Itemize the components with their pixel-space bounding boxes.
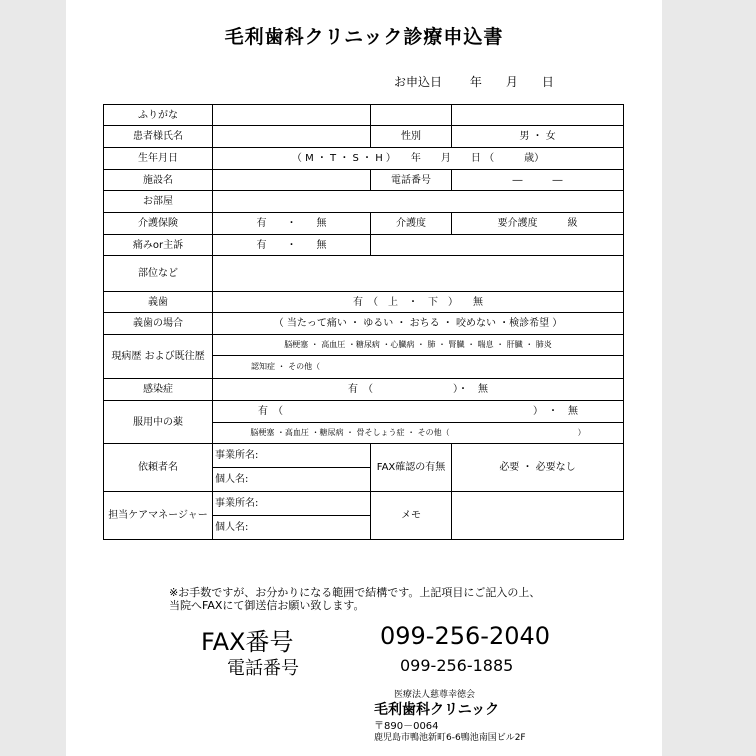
requester-label: 依頼者名 [104,444,213,492]
patient-name-label: 患者様氏名 [104,126,213,148]
care-insurance-label: 介護保険 [104,213,213,235]
row-history-1 [104,335,624,356]
denture-options[interactable]: 有 （ 上 ・ 下 ） 無 [213,292,624,313]
row-facility [104,170,624,191]
row-room [104,191,624,213]
memo-field[interactable] [452,492,624,540]
site-label: 部位など [104,256,213,292]
row-birthdate [104,148,624,170]
care-manager-person-field[interactable]: 個人名: [213,516,371,540]
row-care-insurance [104,213,624,235]
room-field[interactable] [213,191,624,213]
denture-label: 義歯 [104,292,213,313]
denture-case-label: 義歯の場合 [104,313,213,335]
instruction-note-line-2: 当院へFAXにて御送信お願い致します。 [169,599,365,612]
complaint-extra-field[interactable] [371,235,624,256]
form-title: 毛利歯科クリニック診療申込書 [224,26,504,48]
furigana-field[interactable] [213,105,371,126]
row-patient-name [104,126,624,148]
fax-label: FAX番号 [201,628,294,656]
furigana-extra-field[interactable] [371,105,452,126]
clinic-address: 鹿児島市鴨池新町6-6鴨池南国ビル2F [374,733,526,743]
application-form-table [103,104,624,540]
requester-office-field[interactable]: 事業所名: [213,444,371,468]
instruction-note [169,586,540,612]
tel-number: 099-256-1885 [400,656,514,675]
application-date: お申込日 年 月 日 [394,75,554,89]
gender-label: 性別 [371,126,452,148]
care-level-field[interactable]: 要介護度 級 [452,213,624,235]
clinic-name: 毛利歯科クリニック [374,702,500,718]
medication-label: 服用中の薬 [104,401,213,444]
row-furigana [104,105,624,126]
patient-name-field[interactable] [213,126,371,148]
facility-label: 施設名 [104,170,213,191]
phone-field[interactable]: ― ― [452,170,624,191]
history-options-2[interactable]: 認知症 ・ その他（ [213,356,624,379]
tel-label: 電話番号 [227,658,299,679]
site-field[interactable] [213,256,624,292]
care-insurance-options[interactable]: 有 ・ 無 [213,213,371,235]
furigana-label: ふりがな [104,105,213,126]
birthdate-label: 生年月日 [104,148,213,170]
facility-field[interactable] [213,170,371,191]
gender-options[interactable]: 男 ・ 女 [452,126,624,148]
room-label: お部屋 [104,191,213,213]
medication-options-1[interactable]: 有 （ ） ・ 無 [213,401,624,423]
furigana-extra-field-2[interactable] [452,105,624,126]
infection-label: 感染症 [104,379,213,401]
row-requester-1 [104,444,624,468]
memo-label: メモ [371,492,452,540]
care-manager-label: 担当ケアマネージャー [104,492,213,540]
row-care-manager-1 [104,492,624,516]
history-label: 現病歴 および既往歴 [104,335,213,379]
birthdate-field[interactable]: （ M ・ T ・ S ・ H ） 年 月 日 （ 歳） [213,148,624,170]
infection-options[interactable]: 有 （ ）・ 無 [213,379,624,401]
fax-confirm-options[interactable]: 必要 ・ 必要なし [452,444,624,492]
phone-label: 電話番号 [371,170,452,191]
row-medication-1 [104,401,624,423]
row-denture [104,292,624,313]
row-denture-case [104,313,624,335]
denture-case-options[interactable]: （ 当たって痛い ・ ゆるい ・ おちる ・ 咬めない ・検診希望 ） [213,313,624,335]
requester-person-field[interactable]: 個人名: [213,468,371,492]
organization-name: 医療法人慈尊幸徳会 [394,690,476,700]
row-site [104,256,624,292]
care-manager-office-field[interactable]: 事業所名: [213,492,371,516]
row-infection [104,379,624,401]
history-options-1[interactable]: 脳梗塞 ・ 高血圧 ・糖尿病 ・心臓病 ・ 肺 ・ 腎臓 ・ 喘息 ・ 肝臓 ・ 肺炎 [213,335,624,356]
fax-number: 099-256-2040 [380,622,551,650]
fax-confirm-label: FAX確認の有無 [371,444,452,492]
complaint-label: 痛みor主訴 [104,235,213,256]
instruction-note-line-1: ※お手数ですが、お分かりになる範囲で結構です。上記項目にご記入の上、 [169,586,541,599]
complaint-options[interactable]: 有 ・ 無 [213,235,371,256]
postal-code: 〒890－0064 [374,721,439,732]
medication-options-2[interactable]: 脳梗塞 ・高血圧 ・糖尿病 ・ 骨そしょう症 ・ その他（ ） [213,423,624,444]
care-level-label: 介護度 [371,213,452,235]
row-complaint [104,235,624,256]
